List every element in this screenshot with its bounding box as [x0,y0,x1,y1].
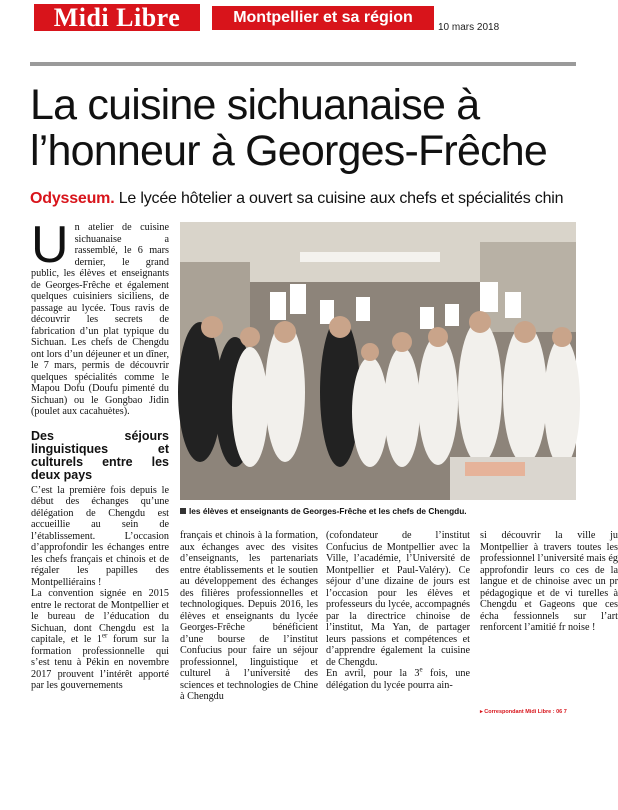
col1-p2-b: forum sur la formation professionnelle qui s’est tenu à Pékin en novembre 2017 prouvent l’intérêt apporté par les gouvernements [31,634,169,691]
title-line-2: l’honneur à Georges-Frêche [30,127,547,175]
col3-p2-sup: e [419,665,423,674]
dropcap: U [31,216,69,274]
col4-paragraph: si découvrir la ville ju Montpellier à travers toutes les professionnel l’université mais ég approfondir leurs co ces de la langue et de chinoise avec un pr pédagogique et de vi turelles à Chengdu et Gageons que ces écha fessionnels sur l’art renforcent l’amitié fr noise ! [480,530,618,633]
col1-paragraph-1: C’est la première fois depuis le début des échanges qu’une délégation de Chengdu est accueillie au sein de l’établissement. L’occasion d’approfondir les échanges entre les chefs français et chinois et de régaler les papilles des Montpelliérains ! [31,484,169,588]
lead-paragraph [31,216,169,418]
correspondent-credit: ▸ Correspondant Midi Libre : 06 7 [480,709,567,715]
publication-date: 10 mars 2018 [438,22,500,33]
col3-p2-b: fois, une délégation du lycée pourra ain- [326,668,470,691]
article-subtitle [30,190,563,208]
midi-libre-logo: Midi Libre [34,4,200,31]
photo-caption [180,506,467,516]
col3-paragraph-1: (cofondateur de l’institut Confucius de Montpellier avec la Ville, l’académie, l’Université de Montpellier et Paul-Valéry). Ce séjour d’une dizaine de jours est l’occasion pour les élèves et professeurs du lycée, accompagnés par la directrice chinoise de l’institut, Ma Yan, de partager leurs passions et compétences et d’apprendre également la cuisine de Chengdu. [326,530,470,668]
lead-text: n atelier de cuisine sichuanaise a rassemblé, le 6 mars dernier, le grand public, les élèves et enseignants de Georges-Frêche et également quelques cuisiniers siciliens, de passage au lycée. Tous ravis de découvrir les secrets de fabrication d’un plat typique du Sichuan. Les chefs de Chengdu ont lors d’un déjeuner et un dîner, le 7 mars, permis de découvrir quelques spécialités comme le Mapou Dofu (Doufu pimenté du Sichuan) ou le Gongbao Jidin (poulet aux cacahuètes). [31,222,169,417]
col1-p2-a: La convention signée en 2015 entre le rectorat de Montpellier et le bureau de l’éducation du Sichuan, dont Chengdu est la capitale, et le 1 [31,588,169,645]
column-3 [326,530,470,691]
article-title [30,82,547,174]
col3-paragraph-2 [326,665,470,691]
column-4 [480,530,618,634]
kicker: Odysseum. [30,190,115,207]
subhead: Des séjours linguistiques et culturels entre les deux pays [31,428,169,482]
caption-square-icon [180,508,186,514]
col3-p2-a: En avril, pour la 3 [326,668,420,679]
column-4-clip [480,530,618,702]
column-2 [180,530,318,703]
section-label: Montpellier et sa région [212,6,434,30]
column-1 [31,216,169,692]
title-line-1: La cuisine sichuanaise à [30,81,480,129]
article-photo [180,222,576,500]
subtitle-text: Le lycée hôtelier a ouvert sa cuisine aux chefs et spécialités chin [118,190,564,207]
col2-paragraph: français et chinois à la formation, aux échanges avec des visites d’enseignants, les partenariats entre établissements et le soutien au développement des échanges des filières professionnelles et technologiques. Depuis 2016, les élèves et enseignants du lycée Georges-Frêche bénéficient d’une bourse de l’institut Confucius pour faire un séjour professionnel, linguistique et culturel à l’université des sciences et technologies de Chine à Chengdu [180,530,318,702]
col1-p2-sup: er [101,631,108,640]
caption-text: les élèves et enseignants de Georges-Frêche et les chefs de Chengdu. [189,506,467,516]
credit-text: Correspondant Midi Libre : 06 7 [484,709,567,715]
kitchen-group-photo [180,222,576,500]
header-rule [30,62,576,66]
col1-paragraph-2 [31,588,169,692]
